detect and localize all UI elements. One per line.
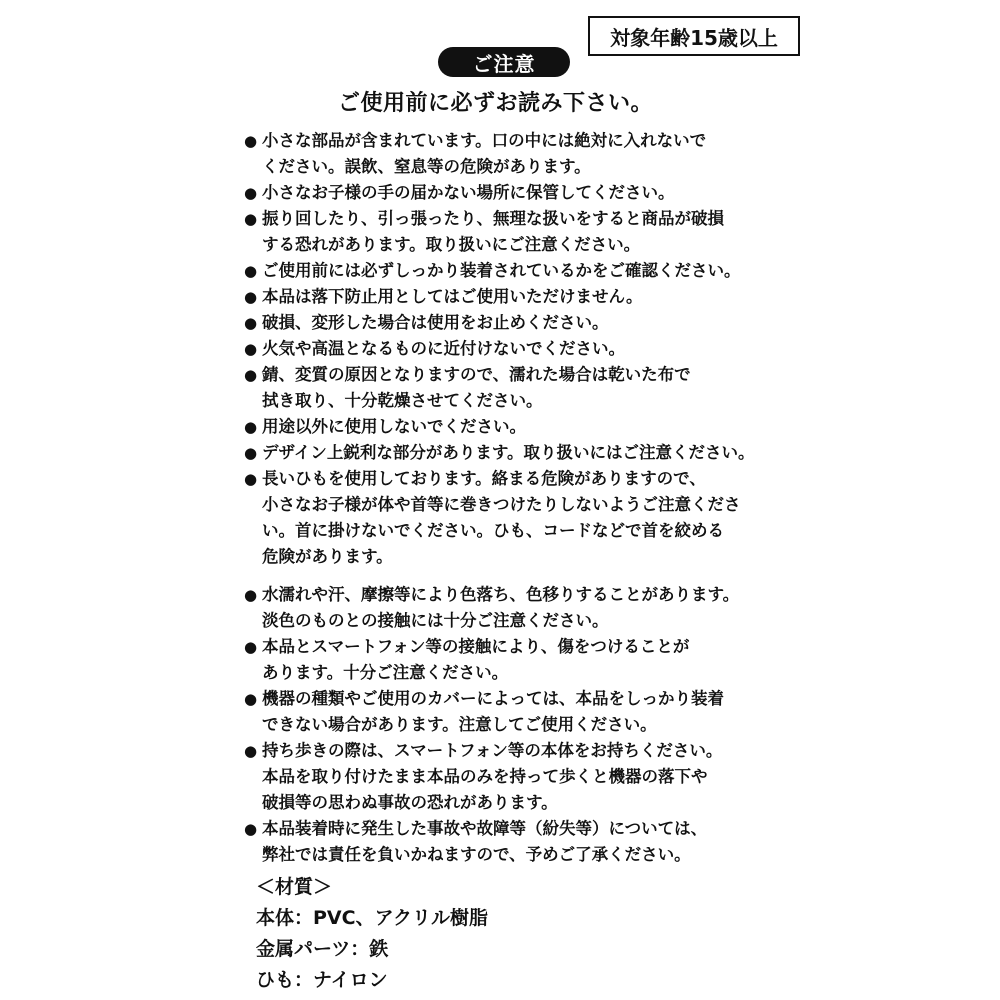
caution-note-line: 本品とスマートフォン等の接触により、傷をつけることが — [262, 637, 690, 656]
caution-note-line: 振り回したり、引っ張ったり、無理な扱いをすると商品が破損 — [262, 209, 724, 228]
bullet-icon: ● — [244, 418, 258, 436]
caution-note — [244, 738, 784, 816]
caution-note-line: 破損、変形した場合は使用をお止めください。 — [262, 313, 609, 332]
caution-note — [244, 634, 784, 686]
caution-note-line: 水濡れや汗、摩擦等により色落ち、色移りすることがあります。 — [262, 585, 740, 604]
caution-note-line: い。首に掛けないでください。ひも、コードなどで首を絞める — [262, 521, 724, 540]
caution-note-line: 火気や高温となるものに近付けないでください。 — [262, 339, 625, 358]
bullet-icon: ● — [244, 586, 258, 604]
caution-note-line: できない場合があります。注意してご使用ください。 — [262, 715, 657, 734]
caution-note — [244, 466, 784, 570]
caution-note-line: 本品は落下防止用としてはご使用いただけません。 — [262, 287, 643, 306]
read-before-use-subtitle: ご使用前に必ずお読み下さい。 — [338, 91, 654, 116]
caution-note-line: する恐れがあります。取り扱いにご注意ください。 — [262, 235, 641, 254]
caution-note — [244, 440, 784, 466]
caution-note-line: あります。十分ご注意ください。 — [262, 663, 509, 682]
bullet-icon: ● — [244, 210, 258, 228]
caution-note-line: 持ち歩きの際は、スマートフォン等の本体をお持ちください。 — [262, 741, 723, 760]
bullet-icon: ● — [244, 820, 258, 838]
caution-note-line: 小さなお子様が体や首等に巻きつけたりしないようご注意くださ — [262, 495, 741, 514]
bullet-icon: ● — [244, 184, 258, 202]
caution-note — [244, 128, 784, 180]
bullet-icon: ● — [244, 314, 258, 332]
caution-note-line: 本品装着時に発生した事故や故障等（紛失等）については、 — [262, 819, 708, 838]
materials-section — [256, 872, 488, 996]
caution-note — [244, 310, 784, 336]
age-rating-label: 対象年齢15歳以上 — [588, 16, 800, 56]
bullet-icon: ● — [244, 742, 258, 760]
bullet-icon: ● — [244, 690, 258, 708]
caution-note — [244, 414, 784, 440]
caution-note-line: 破損等の思わぬ事故の恐れがあります。 — [262, 793, 558, 812]
bullet-icon: ● — [244, 638, 258, 656]
caution-note-line: 長いひもを使用しております。絡まる危険がありますので、 — [262, 469, 706, 488]
caution-heading: ご注意 — [438, 47, 570, 77]
caution-note-line: 小さなお子様の手の届かない場所に保管してください。 — [262, 183, 675, 202]
caution-note-line: ご使用前には必ずしっかり装着されているかをご確認ください。 — [262, 261, 741, 280]
caution-note-line: 機器の種類やご使用のカバーによっては、本品をしっかり装着 — [262, 689, 724, 708]
caution-note — [244, 258, 784, 284]
caution-note-line: 本品を取り付けたまま本品のみを持って歩くと機器の落下や — [262, 767, 708, 786]
bullet-icon: ● — [244, 262, 258, 280]
caution-note-line: 小さな部品が含まれています。口の中には絶対に入れないで — [262, 131, 707, 150]
bullet-icon: ● — [244, 444, 258, 462]
bullet-icon: ● — [244, 132, 258, 150]
caution-note — [244, 180, 784, 206]
caution-note — [244, 582, 784, 634]
materials-heading: ＜材質＞ — [256, 876, 333, 898]
caution-note-line: 危険があります。 — [262, 547, 393, 566]
caution-note-line: デザイン上鋭利な部分があります。取り扱いにはご注意ください。 — [262, 443, 755, 462]
bullet-icon: ● — [244, 340, 258, 358]
material-body: 本体：PVC、アクリル樹脂 — [256, 907, 489, 929]
caution-note — [244, 686, 784, 738]
bullet-icon: ● — [244, 366, 258, 384]
caution-note — [244, 362, 784, 414]
caution-note-line: 淡色のものとの接触には十分ご注意ください。 — [262, 611, 609, 630]
caution-note-line: 弊社では責任を負いかねますので、予めご了承ください。 — [262, 845, 691, 864]
material-metal-parts: 金属パーツ：鉄 — [256, 938, 389, 960]
material-string: ひも：ナイロン — [256, 969, 388, 991]
caution-note — [244, 816, 784, 868]
caution-note-line: ください。誤飲、窒息等の危険があります。 — [262, 157, 591, 176]
caution-note — [244, 336, 784, 362]
caution-note — [244, 284, 784, 310]
caution-notes-list — [244, 128, 784, 868]
caution-note — [244, 206, 784, 258]
caution-note-line: 錆、変質の原因となりますので、濡れた場合は乾いた布で — [262, 365, 691, 384]
bullet-icon: ● — [244, 288, 258, 306]
bullet-icon: ● — [244, 470, 258, 488]
caution-note-line: 用途以外に使用しないでください。 — [262, 417, 526, 436]
caution-note-line: 拭き取り、十分乾燥させてください。 — [262, 391, 543, 410]
